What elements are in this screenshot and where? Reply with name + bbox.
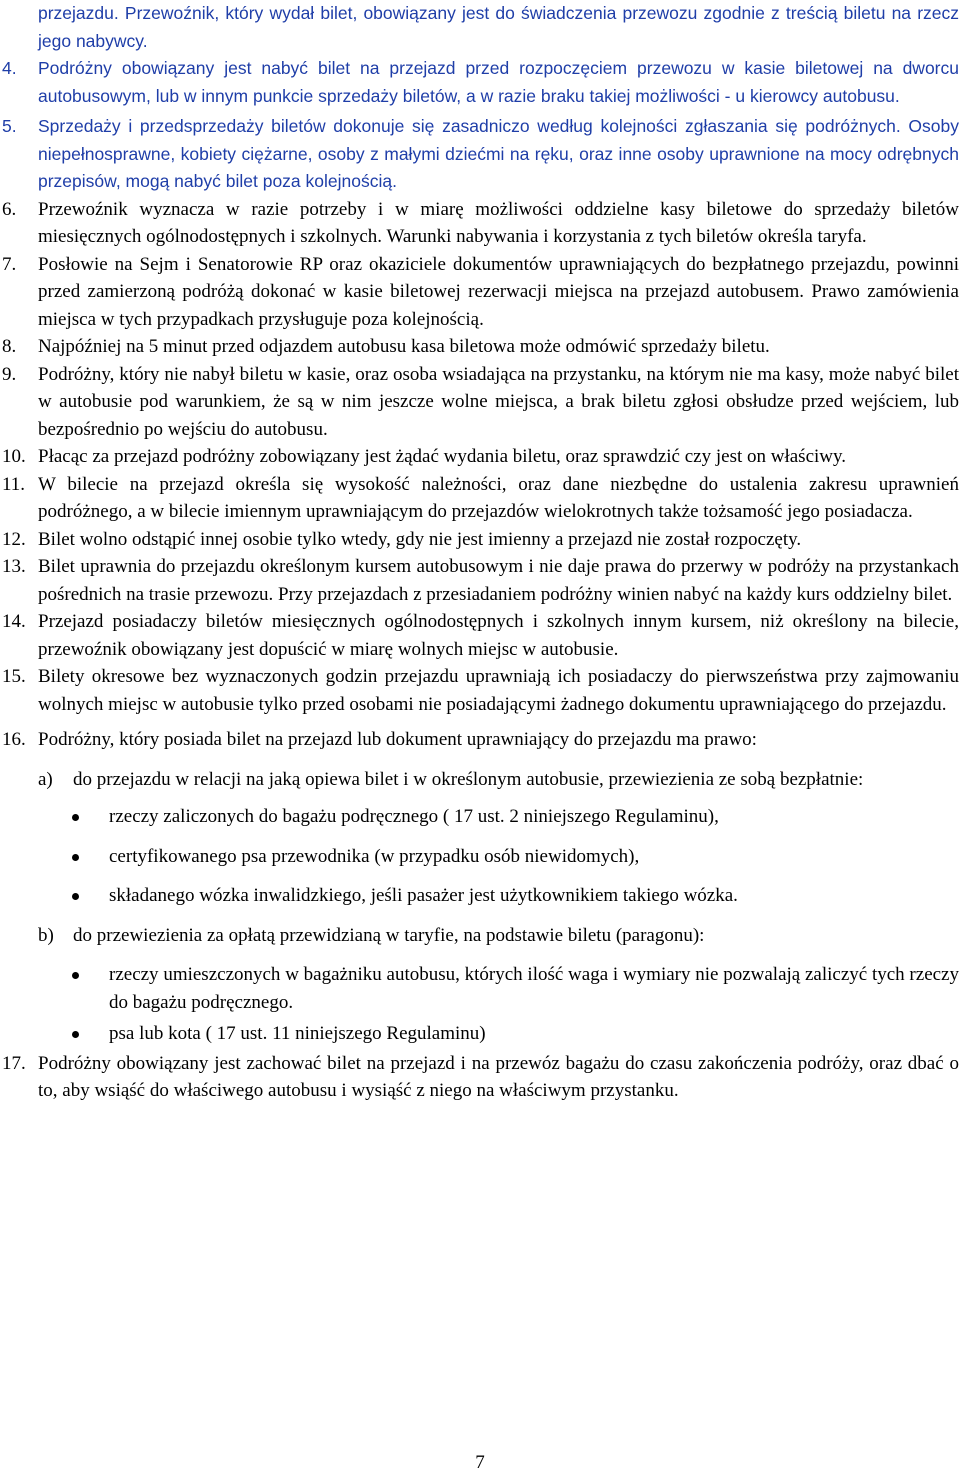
document-page	[2, 0, 959, 1482]
item-text: Bilet uprawnia do przejazdu określonym kursem autobusowym i nie daje prawa do przerwy w podróży na przystankach pośrednich na trasie przewozu. Przy przejazdach z przesiadaniem podróżny winien nabyć na każdy kurs oddzielny bilet.	[38, 556, 959, 605]
rule-item-4	[2, 55, 959, 110]
item-text: Posłowie na Sejm i Senatorowie RP oraz okaziciele dokumentów uprawniających do bezpłatnego przejazdu, powinni przed zamierzoną podróżą dokonać w kasie biletowej rezerwacji miejsca na przejazd autobusem. Prawo zamówienia miejsca w tych przypadkach przysługuje poza kolejnością.	[38, 253, 959, 330]
rule-item-8	[2, 333, 959, 361]
item-text: Podróżny obowiązany jest zachować bilet na przejazd i na przewóz bagażu do czasu zakończenia podróży, oraz dbać o to, aby wsiąść do właściwego autobusu i wysiąść z niego na właściwym przystanku.	[38, 1052, 959, 1101]
item-text: Bilety okresowe bez wyznaczonych godzin przejazdu uprawniają ich posiadaczy do pierwszeństwa przy zajmowaniu wolnych miejsc w autobusie tylko przed osobami nie posiadającymi żadnego dokumentu uprawniającego do przejazdu.	[38, 666, 959, 715]
rule-item-12	[2, 526, 959, 554]
item-number: 15.	[2, 666, 26, 687]
item-text: Płacąc za przejazd podróżny zobowiązany jest żądać wydania biletu, oraz sprawdzić czy jest on właściwy.	[38, 446, 847, 467]
list-item: składanego wózka inwalidzkiego, jeśli pasażer jest użytkownikiem takiego wózka.	[109, 882, 959, 910]
item-number: 7.	[2, 253, 17, 275]
item-number: 11.	[2, 473, 26, 495]
intro-paragraph: przejazdu. Przewoźnik, który wydał bilet, obowiązany jest do świadczenia przewozu zgodnie z treścią biletu na rzecz jego nabywcy.	[38, 3, 959, 51]
item-number: 8.	[2, 336, 17, 357]
item-number: 16.	[2, 729, 26, 750]
rule-item-14	[2, 608, 959, 663]
item-number: 13.	[2, 556, 26, 577]
item-text: Podróżny, który nie nabył biletu w kasie, oraz osoba wsiadająca na przystanku, na którym nie ma kasy, może nabyć bilet w autobusie pod warunkiem, że są w nim jeszcze wolne miejsca, a brak biletu zgłosi obsłudze przed wejściem, lub bezpośrednio po wejściu do autobusu.	[38, 363, 959, 440]
page-number: 7	[475, 1452, 485, 1473]
subitem-a-list	[38, 803, 959, 910]
item-number: 4.	[2, 58, 17, 78]
item-number: 6.	[2, 198, 17, 220]
rule-item-17	[2, 1050, 959, 1105]
item-text: Najpóźniej na 5 minut przed odjazdem autobusu kasa biletowa może odmówić sprzedaży biletu.	[38, 336, 770, 357]
subitem-text: do przejazdu w relacji na jaką opiewa bilet i w określonym autobusie, przewiezienia ze sobą bezpłatnie:	[73, 768, 864, 790]
rule-item-6	[2, 196, 959, 251]
rule-item-16	[2, 726, 959, 1048]
item-number: 5.	[2, 116, 17, 136]
rule-item-9	[2, 361, 959, 444]
subitem-b-list	[38, 961, 959, 1048]
item-text: Bilet wolno odstąpić innej osobie tylko wtedy, gdy nie jest imienny a przejazd nie został rozpoczęty.	[38, 528, 802, 550]
item-text: Sprzedaży i przedsprzedaży biletów dokonuje się zasadniczo według kolejności zgłaszania się podróżnych. Osoby niepełnosprawne, kobiety ciężarne, osoby z małymi dziećmi na ręku, oraz inne osoby uprawnione na mocy odrębnych przepisów, mogą nabyć bilet poza kolejnością.	[38, 116, 959, 191]
subitem-label: a)	[38, 768, 53, 790]
rule-item-7	[2, 251, 959, 334]
item-text: Podróżny obowiązany jest nabyć bilet na przejazd przed rozpoczęciem przewozu w kasie biletowej na dworcu autobusowym, lub w innym punkcie sprzedaży biletów, a w razie braku takiej możliwości - u kierowcy autobusu.	[38, 58, 959, 106]
rule-item-10	[2, 443, 959, 471]
subitem-text: do przewiezienia za opłatą przewidzianą w taryfie, na podstawie biletu (paragonu):	[73, 924, 705, 946]
subitem-b	[38, 922, 959, 950]
rule-item-11	[2, 471, 959, 526]
rule-item-13	[2, 553, 959, 608]
item-number: 14.	[2, 611, 26, 632]
list-item: certyfikowanego psa przewodnika (w przypadku osób niewidomych),	[109, 843, 959, 871]
list-item: rzeczy zaliczonych do bagażu podręcznego ( 17 ust. 2 niniejszego Regulaminu),	[109, 803, 959, 831]
rule-item-5	[2, 113, 959, 196]
rule-item-15	[2, 663, 959, 718]
subitem-label: b)	[38, 924, 54, 946]
item-text: Podróżny, który posiada bilet na przejazd lub dokument uprawniający do przejazdu ma prawo:	[38, 729, 757, 750]
list-item: rzeczy umieszczonych w bagażniku autobusu, których ilość waga i wymiary nie pozwalają zaliczyć tych rzeczy do bagażu podręcznego.	[109, 961, 959, 1016]
subitem-a	[38, 766, 959, 794]
item-number: 17.	[2, 1052, 26, 1074]
item-text: Przejazd posiadaczy biletów miesięcznych ogólnodostępnych i szkolnych innym kursem, niż określony na bilecie, przewoźnik obowiązany jest dopuścić w miarę wolnych miejsc w autobusie.	[38, 611, 959, 660]
item-number: 9.	[2, 363, 17, 385]
item-text: W bilecie na przejazd określa się wysokość należności, oraz dane niezbędne do ustalenia zakresu uprawnień podróżnego, a w bilecie imiennym uprawniającym do przejazdów wielokrotnych także tożsamość jego posiadacza.	[38, 473, 959, 522]
item-number: 10.	[2, 446, 26, 467]
item-text: Przewoźnik wyznacza w razie potrzeby i w miarę możliwości oddzielne kasy biletowe do sprzedaży biletów miesięcznych ogólnodostępnych i szkolnych. Warunki nabywania i korzystania z tych biletów określa taryfa.	[38, 198, 959, 247]
list-item: psa lub kota ( 17 ust. 11 niniejszego Regulaminu)	[109, 1020, 959, 1048]
item-number: 12.	[2, 528, 26, 550]
